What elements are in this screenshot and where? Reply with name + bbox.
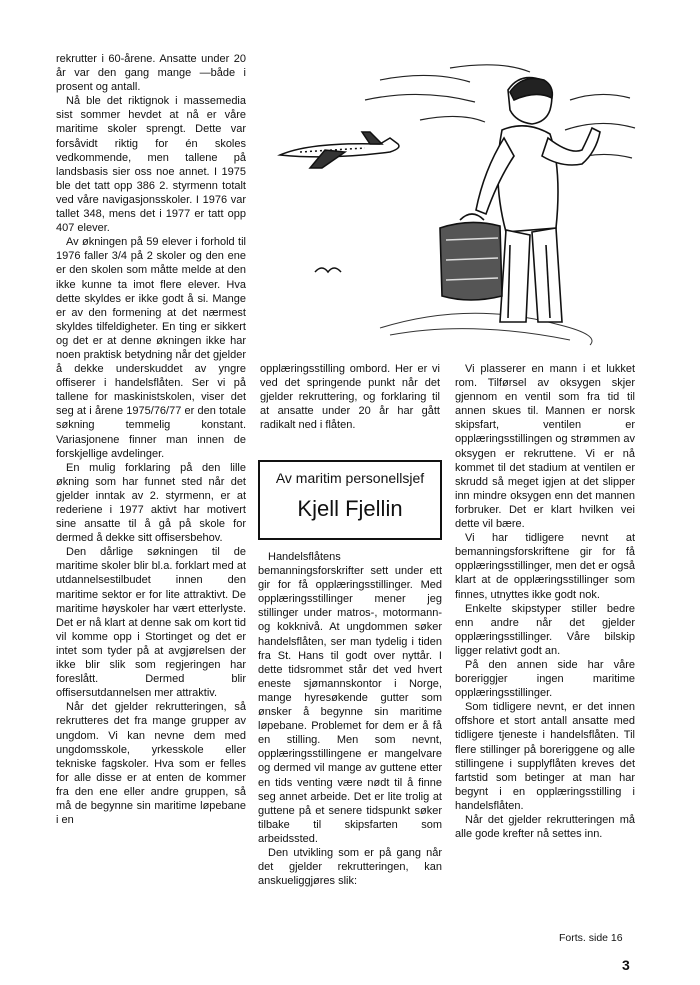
- paragraph: Den utvikling som er på gang når det gjelder rekrutteringen, kan anskueliggjøres slik:: [258, 846, 442, 888]
- paragraph: En mulig forklaring på den lille økning som har funnet sted når det gjelder inntak av 2. styrmenn, er at rederiene i 1977 aktivt har motivert sine ansatte til å gå på skole for dermed å dekke sitt offisersbehov.: [56, 461, 246, 545]
- paragraph: Den dårlige søkningen til de maritime skoler blir bl.a. forklart med at utdannelsestilbudet innen den maritime sektor er for lite attraktivt. De maritime høyskoler har vært etterlyste. Det er nå klart at denne sak om kort tid vil komme opp i Stortinget og det er intet som tyder på at avgjørelsen der ikke blir slik som regjeringen har foreslått. Dermed blir offisersutdannelsen mer attraktiv.: [56, 546, 246, 700]
- paragraph: Når det gjelder rekrutteringen, så rekrutteres det fra mange grupper av ungdom. Vi kan nevne dem med ungdomsskole, yrkesskole eller tekniske fagskoler. Hva som er felles for alle disse er at enten de kommer fra den ene eller andre gruppen, så må de begynne sin maritime løpebane i en: [56, 701, 246, 827]
- paragraph: Handelsflåtens bemanningsforskrifter sett under ett gir for få opplæringsstillinger. Med opplæringsstillinger mener jeg stillinger under matros-, motormann- og kokknivå. At ungdommen søker handelsflåten, ser man tydelig i tiden fra St. Hans til godt over nyttår. I dette tidsrommet står det ved hvert eneste sjømannskontor i Norge, mange hyresøkende gutter som ønsker å begynne sin maritime løpebane. Problemet for dem er å få en stilling. Men som nevnt, opplæringsstillingene er mangelvare og dermed vil mange av guttene etter en tids venting være nødt til å finne seg annet arbeide. Det er lite trolig at guttene på et senere tidspunkt søker tilbake til skipsfarten som arbeidssted.: [258, 551, 442, 845]
- airplane-icon: [280, 132, 399, 168]
- man-figure: [440, 78, 600, 322]
- paragraph: Som tidligere nevnt, er det innen offshore et stort antall ansatte med tidligere tjeneste i handelsflåten. Til flere stillinger på boreriggene og alle stillingene i supplyflåten kreves det fartstid som betinger at man har begynt i en opplæringsstilling i handelsflåten.: [455, 701, 635, 812]
- text-column-left: [56, 52, 246, 827]
- seagull-icon: [315, 268, 341, 272]
- text-column-middle: [258, 550, 442, 888]
- illustration-man-with-suitcase: [270, 60, 640, 350]
- page-number: 3: [622, 957, 630, 973]
- text-column-right: [455, 362, 635, 841]
- paragraph: På den annen side har våre boreriggjer ingen maritime opplæringsstillinger.: [455, 658, 635, 700]
- paragraph: Av økningen på 59 elever i forhold til 1976 faller 3/4 på 2 skoler og den ene er den skolen som måtte melde at den ikke kunne ta imot flere elever. Hva dette skyldes er ikke godt å si. Mange er av den formening at det nærmest skyldes tilfeldigheter. En ting er sikkert og det er at denne økningen ikke har noen praktisk betydning når det gjelder å dekke underskuddet av yngre offiserer i handelsflåten. Ser vi på tallene for maskinistskolen, viser det seg at i årene 1975/76/77 er den totale søkning temmelig konstant. Variasjonene finner man innen de forskjellige avdelinger.: [56, 236, 246, 460]
- paragraph: Vi plasserer en mann i et lukket rom. Tilførsel av oksygen skjer gjennom en ventil som fra tid til annen skues til. Mannen er norsk skipsfart, ventilen er opplæringsstillingen og strømmen av oksygen er rekruttene. Vi er nå kommet til det stadium at ventilen er skrudd så meget igjen at det slipper inn mindre oksygen enn det mannen forbruker. Det er klart hvilken vei dette vil bære.: [455, 363, 635, 531]
- continued-note: Forts. side 16: [559, 932, 623, 944]
- paragraph: Vi har tidligere nevnt at bemanningsforskriftene gir for få opplæringsstillinger, men det er også klart at de opplæringsstillinger som finnes, utnyttes ikke godt nok.: [455, 532, 635, 601]
- author-name: Kjell Fjellin: [297, 496, 403, 521]
- paragraph: opplæringsstilling ombord. Her er vi ved det springende punkt når det gjelder rekruttering, og forklaring til at ansatte under 20 år har gått radikalt ned i flåten.: [260, 363, 440, 432]
- text-column-middle-top: [260, 362, 440, 432]
- author-role: Av maritim personellsjef: [275, 470, 425, 486]
- author-byline-box: [258, 460, 442, 540]
- paragraph: Enkelte skipstyper stiller bedre enn andre når det gjelder opplæringsstillinger. Våre bilskip ligger relativt godt an.: [455, 602, 635, 657]
- paragraph: Nå ble det riktignok i massemedia sist sommer hevdet at nå er våre maritime skoler sprengt. Dette var forsåvidt riktig for én skoles vedkommende, men tallene på landsbasis sier oss noe annet. I 1975 ble det tatt opp 386 2. styrmenn totalt ved våre navigasjonsskoler. I 1976 var tallet 348, mens det i 1977 er tatt opp 407 elever.: [56, 95, 246, 235]
- paragraph: Når det gjelder rekrutteringen må alle gode krefter nå settes inn.: [455, 814, 635, 841]
- paragraph: rekrutter i 60-årene. Ansatte under 20 år var den gang mange —både i prosent og antall.: [56, 53, 246, 94]
